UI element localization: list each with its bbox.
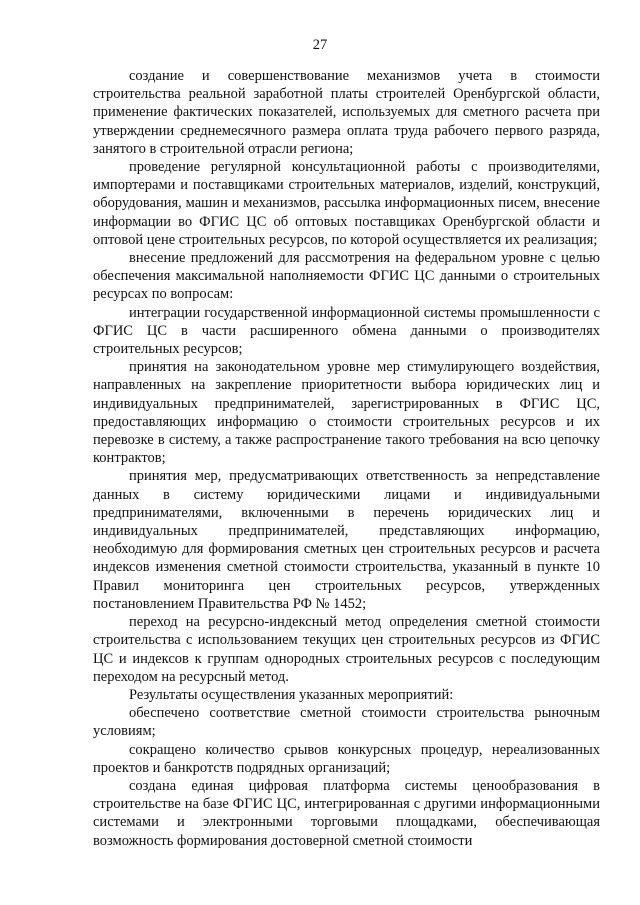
paragraph-3: внесение предложений для рассмотрения на федеральном уровне с целью обеспечения максимальной наполняемости ФГИС ЦС данными о строительных ресурсах по вопросам: [93,250,600,303]
paragraph-8: Результаты осуществления указанных мероприятий: [129,686,454,703]
paragraph-10: сокращено количество срывов конкурсных процедур, нереализованных проектов и банкротств подрядных организаций; [93,741,600,776]
document-body [93,67,600,850]
paragraph-1: создание и совершенствование механизмов учета в стоимости строительства реальной заработной платы строителей Оренбургской области, применение фактических показателей, используемых для сметного расчета при утверждении среднемесячного размера оплата труда рабочего первого разряда, занятого в строительной отрасли региона; [93,68,600,157]
paragraph-6: принятия мер, предусматривающих ответственность за непредставление данных в систему юридическими лицами и индивидуальными предпринимателями, включенными в перечень юридических лиц и индивидуальных предпринимателей, представляющих информацию, необходимую для формирования сметных цен строительных ресурсов и расчета индексов изменения сметной стоимости строительства, указанный в пункте 10 Правил мониторинга цен строительных ресурсов, утвержденных постановлением Правительства РФ № 1452; [93,468,600,612]
page-number: 27 [312,37,328,53]
paragraph-9: обеспечено соответствие сметной стоимости строительства рыночным условиям; [93,705,600,740]
paragraph-5: принятия на законодательном уровне мер стимулирующего воздействия, направленных на закрепление приоритетности выбора юридических лиц и индивидуальных предпринимателей, зарегистрированных в ФГИС ЦС, предоставляющих информацию о стоимости строительных ресурсов и их перевозке в систему, а также распространение такого требования на всю цепочку контрактов; [93,359,600,467]
paragraph-7: переход на ресурсно-индексный метод определения сметной стоимости строительства с использованием текущих цен строительных ресурсов из ФГИС ЦС и индексов к группам однородных строительных ресурсов с последующим переходом на ресурсный метод. [93,614,600,685]
paragraph-4: интеграции государственной информационной системы промышленности с ФГИС ЦС в части расширенного обмена данными о производителях строительных ресурсов; [93,304,600,358]
paragraph-2: проведение регулярной консультационной работы с производителями, импортерами и поставщиками строительных материалов, изделий, конструкций, оборудования, машин и механизмов, рассылка информационных писем, внесение информации во ФГИС ЦС об оптовых поставщиках Оренбургской области и оптовой цене строительных ресурсов, по которой осуществляется их реализация; [93,159,600,248]
paragraph-11: создана единая цифровая платформа системы ценообразования в строительстве на базе ФГИС ЦС, интегрированная с другими информационными системами и электронными торговыми площадками, обеспечивающая возможность формирования достоверной сметной стоимости [93,777,600,849]
